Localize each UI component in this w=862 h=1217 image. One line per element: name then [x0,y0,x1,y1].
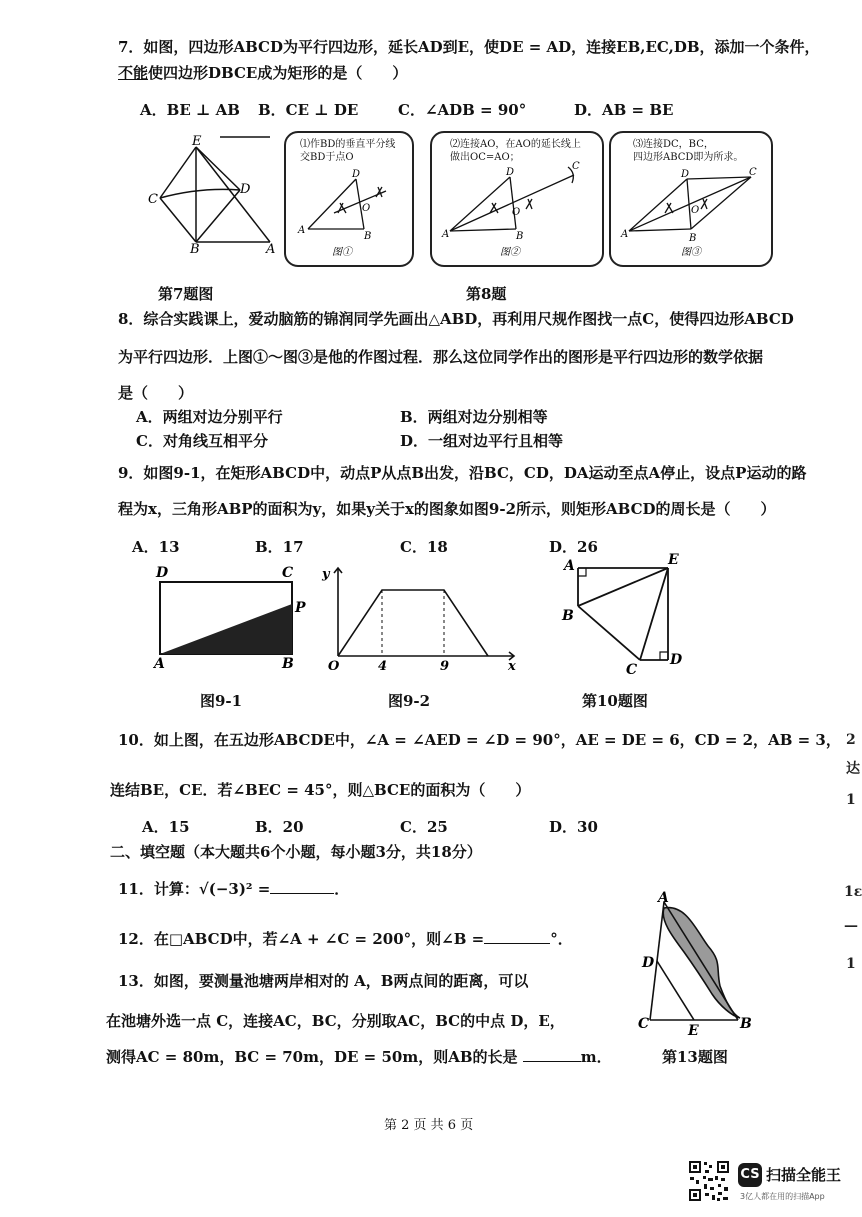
q9-fig2-graph [320,562,520,674]
q9-fig1-caption: 图9-1 [200,692,243,710]
q7-underlined-word: 不能 [118,64,149,82]
svg-text:B: B [516,231,524,242]
q10-caption: 第10题图 [582,692,648,710]
q7-option-b: B．CE ⊥ DE [258,101,359,119]
q8-step1-text: ⑴作BD的垂直平分线 交BD于点O [300,139,396,163]
q9-fig1-label-p: P [295,600,306,616]
svg-text:A: A [621,229,629,240]
q9-fig1-label-a: A [154,656,165,672]
q13-label-a: A [658,890,669,906]
q8-line2: 为平行四边形．上图①～图③是他的作图过程．那么这位同学作出的图形是平行四边形的数学依据 [118,348,764,366]
q9-line2: 程为x，三角形ABP的面积为y，如果y关于x的图象如图9-2所示，则矩形ABCD的周长是（ ） [118,500,776,518]
q13-line1: 13．如图，要测量池塘两岸相对的 A，B两点间的距离，可以 [118,972,529,990]
edge-mark: 1ε [844,884,862,900]
q10-line2: 连结BE，CE．若∠BEC = 45°，则△BCE的面积为（ ） [110,781,531,799]
q8-option-a: A．两组对边分别平行 [136,408,283,426]
q11-text: 11．计算：√(−3)² = [118,880,271,898]
q13-label-e: E [688,1023,699,1039]
section2-title: 二、填空题（本大题共6个小题，每小题3分，共18分） [110,843,482,861]
edge-mark: 达 [846,761,860,777]
q9-fig2-origin: O [328,659,340,674]
q12-answer-blank [484,928,550,944]
q8-step3-text: ⑶连接DC，BC， 四边形ABCD即为所求。 [633,139,744,163]
q9-fig2-caption: 图9-2 [388,692,431,710]
q8-step1-figure [286,133,412,265]
q9-fig1-label-d: D [156,565,169,581]
q7-label-b: B [190,242,200,257]
q7-line2 [118,62,407,83]
q13-label-d: D [642,955,655,971]
q7-label-d: D [240,182,251,197]
q9-fig2-y-label: y [322,567,330,582]
q9-option-a: A．13 [132,538,180,556]
q7-figure [140,135,285,260]
svg-text:D: D [506,167,515,178]
svg-text:B: B [689,233,697,244]
q12-text: 12．在□ABCD中，若∠A + ∠C = 200°，则∠B = [118,930,485,948]
q8-caption: 第8题 [466,285,507,303]
q8-step2-text: ⑵连接AO，在AO的延长线上 做出OC=AO； [450,139,581,163]
q9-fig2-tick-9: 9 [440,659,450,674]
q8-step3-caption: 图③ [681,247,701,258]
q9-fig2-tick-4: 4 [378,659,388,674]
svg-text:A: A [298,225,306,236]
q9-fig2-x-label: x [508,659,516,674]
q8-line3: 是（ ） [118,384,194,402]
q10-option-b: B．20 [255,818,304,836]
q7-label-c: C [148,192,158,207]
q8-step1-panel [284,131,414,267]
qr-code-icon [688,1160,730,1202]
page-number: 第 2 页 共 6 页 [384,1118,474,1133]
q13-answer-blank [523,1046,581,1062]
q13-line2: 在池塘外选一点 C，连接AC，BC，分别取AC，BC的中点 D，E， [106,1012,565,1030]
q7-caption: 第7题图 [158,285,214,303]
q8-option-b: B．两组对边分别相等 [400,408,548,426]
q7-line1: 7．如图，四边形ABCD为平行四边形，延长AD到E，使DE = AD，连接EB,EC,DB，添加一个条件， [118,38,820,56]
edge-mark: 2 [846,732,856,748]
q8-step3-figure [611,133,771,265]
edge-mark: 1 [846,956,856,972]
q8-step1-caption: 图① [332,247,352,258]
svg-text:D: D [681,169,690,180]
q8-line1: 8．综合实践课上，爱动脑筋的锦润同学先画出△ABD，再利用尺规作图找一点C，使得四边形ABCD [118,310,794,328]
q9-fig1 [150,564,310,674]
q10-label-e: E [668,552,679,568]
q9-fig1-label-b: B [282,656,294,672]
q8-option-d: D．一组对边平行且相等 [400,432,564,450]
q13-caption: 第13题图 [662,1048,728,1066]
svg-text:D: D [352,169,361,180]
q10-label-b: B [562,608,574,624]
q9-line1: 9．如图9-1，在矩形ABCD中，动点P从点B出发，沿BC，CD，DA运动至点A停止，设点P运动的路 [118,464,807,482]
q10-option-a: A．15 [142,818,190,836]
q10-figure [556,550,696,680]
q7-option-d: D．AB = BE [574,101,674,119]
q7-label-a: A [266,242,276,257]
svg-text:C: C [749,167,757,178]
scanner-logo-icon: CS [738,1163,762,1187]
q11-answer-blank [270,878,334,894]
q9-fig1-shaded-triangle [160,604,292,654]
q13-figure [636,890,766,1039]
q7-line2-rest: 使四边形DBCE成为矩形的是（ ） [148,64,408,82]
scanner-app-title: 扫描全能王 [766,1166,842,1184]
q11-line: 11．计算：√(−3)² = ． [118,880,350,898]
q10-line1: 10．如上图，在五边形ABCDE中，∠A = ∠AED = ∠D = 90°，AE = DE = 6，CD = 2，AB = 3， [118,731,841,749]
q10-label-d: D [670,652,683,668]
q8-step2-figure [432,133,602,265]
scanner-app-subtitle: 3亿人都在用的扫描App [740,1192,825,1201]
q9-fig2-curve [338,590,488,656]
q9-option-d: D．26 [549,538,598,556]
svg-text:O: O [512,207,521,218]
q13-label-c: C [638,1016,650,1032]
svg-text:O: O [691,205,700,216]
q8-option-c: C．对角线互相平分 [136,432,268,450]
q9-fig1-label-c: C [282,565,294,581]
edge-mark: 1 [846,792,856,808]
q10-label-c: C [626,662,638,678]
q12-line: 12．在□ABCD中，若∠A + ∠C = 200°，则∠B = °． [118,930,573,948]
svg-text:B: B [364,231,372,242]
q10-option-d: D．30 [549,818,598,836]
edge-mark: — [844,918,858,934]
q10-label-a: A [564,558,575,574]
svg-text:C: C [572,161,580,172]
q8-step2-panel [430,131,604,267]
q8-step2-caption: 图② [500,247,520,258]
q8-step3-panel [609,131,773,267]
q9-option-b: B．17 [255,538,304,556]
q7-option-a: A．BE ⊥ AB [140,101,240,119]
svg-text:A: A [442,229,450,240]
q7-label-e: E [192,134,202,149]
q13-label-b: B [740,1016,752,1032]
q7-option-c: C．∠ADB = 90° [398,101,527,119]
q10-option-c: C．25 [400,818,448,836]
q13-line3: 测得AC = 80m，BC = 70m，DE = 50m，则AB的长是 m． [106,1048,612,1066]
svg-text:O: O [362,203,371,214]
q9-option-c: C．18 [400,538,448,556]
